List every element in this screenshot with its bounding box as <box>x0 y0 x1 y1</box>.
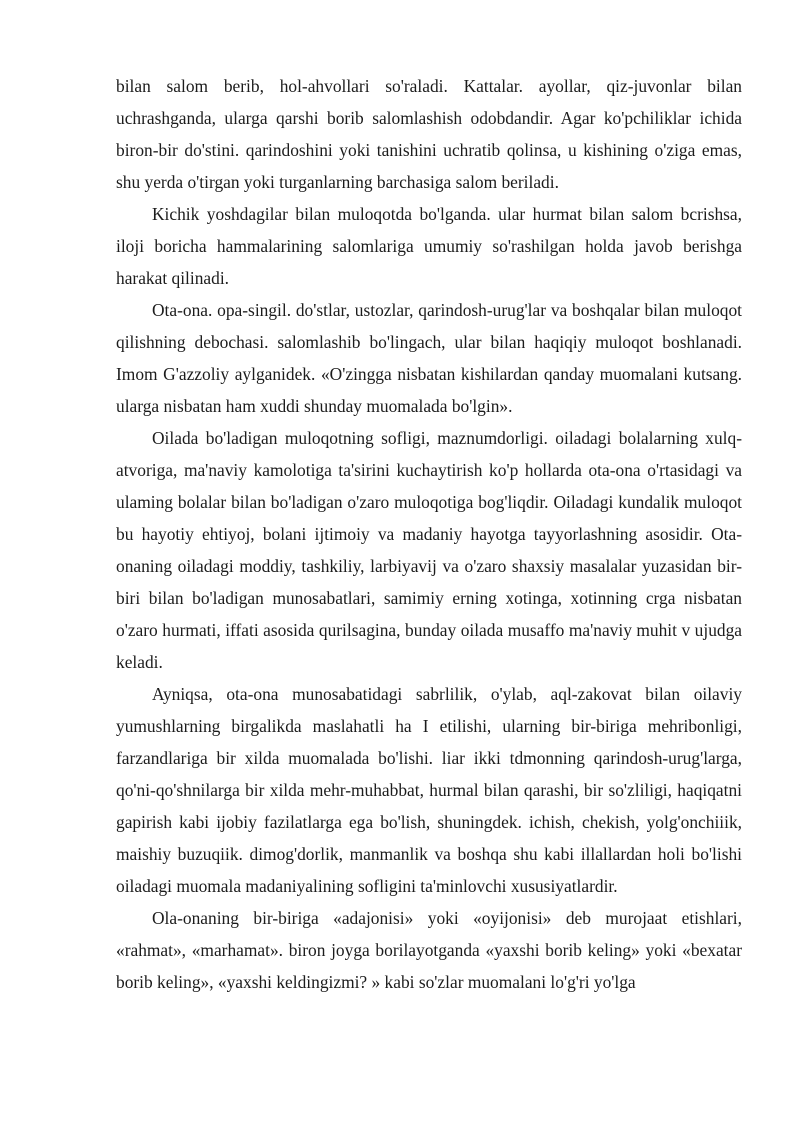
paragraph-greeting-etiquette: bilan salom berib, hol-ahvollari so'raladi. Kattalar. ayollar, qiz-juvonlar bilan uchrashganda, ularga qarshi borib salomlashish odobdandir. Agar ko'pchiliklar ichida biron-bir do'stini. qarindoshini yoki tanishini uchratib qolinsa, u kishining o'ziga emas, shu yerda o'tirgan yoki turganlarning barchasiga salom beriladi. <box>116 76 742 192</box>
paragraph-polite-address: Ola-onaning bir-biriga «adajonisi» yoki «oyijonisi» deb murojaat etishlari, «rahmat», «marhamat». biron joyga borilayotganda «yaxshi borib keling» yoki «bexatar borib keling», «yaxshi keldingizmi? » kabi so'zlar muomalani lo'g'ri yo'lga <box>116 908 742 992</box>
paragraph-parent-relations: Ayniqsa, ota-ona munosabatidagi sabrlilik, o'ylab, aql-zakovat bilan oilaviy yumushlarning birgalikda maslahatli ha I etilishi, ularning bir-biriga mehribonligi, farzandlariga bir xilda muomalada bo'lishi. liar ikki tdmonning qarindosh-urug'larga, qo'ni-qo'shnilarga bir xilda mehr-muhabbat, hurmal bilan qarashi, bir so'zliligi, haqiqatni gapirish kabi ijobiy fazilatlarga ega bo'lish, shuningdek. ichish, chekish, yolg'onchiiik, maishiy buzuqiik. dimog'dorlik, manmanlik va boshqa shu kabi illallardan holi bo'lishi oiladagi muomala madaniyalining sofligini ta'minlovchi xususiyatlardir. <box>116 684 742 896</box>
paragraph-communication-start: Ota-ona. opa-singil. do'stlar, ustozlar, qarindosh-urug'lar va boshqalar bilan muloqot qilishning debochasi. salomlashib bo'lingach, ular bilan haqiqiy muloqot boshlanadi. Imom G'azzoliy aylganidek. «O'zingga nisbatan kishilardan qanday muomalani kutsang. ularga nisbatan ham xuddi shunday muomalada bo'lgin». <box>116 300 742 416</box>
document-page <box>116 70 742 998</box>
paragraph-younger-people: Kichik yoshdagilar bilan muloqotda bo'lganda. ular hurmat bilan salom bcrishsa, iloji boricha hammalarining salomlariga umumiy so'rashilgan holda javob berishga harakat qilinadi. <box>116 204 742 288</box>
paragraph-family-communication: Oilada bo'ladigan muloqotning sofligi, maznumdorligi. oiladagi bolalarning xulq-atvoriga, ma'naviy kamolotiga ta'sirini kuchaytirish ko'p hollarda ota-ona o'rtasidagi va ulaming bolalar bilan bo'ladigan o'zaro muloqotiga bog'liqdir. Oiladagi kundalik muloqot bu hayotiy ehtiyoj, bolani ijtimoiy va madaniy hayotga tayyorlashning asosidir. Ota-onaning oiladagi moddiy, tashkiliy, larbiyavij va o'zaro shaxsiy masalalar yuzasidan bir-biri bilan bo'ladigan munosabatlari, samimiy erning xotinga, xotinning crga nisbatan o'zaro hurmati, iffati asosida qurilsagina, bunday oilada musaffo ma'naviy muhit v ujudga keladi. <box>116 428 742 672</box>
